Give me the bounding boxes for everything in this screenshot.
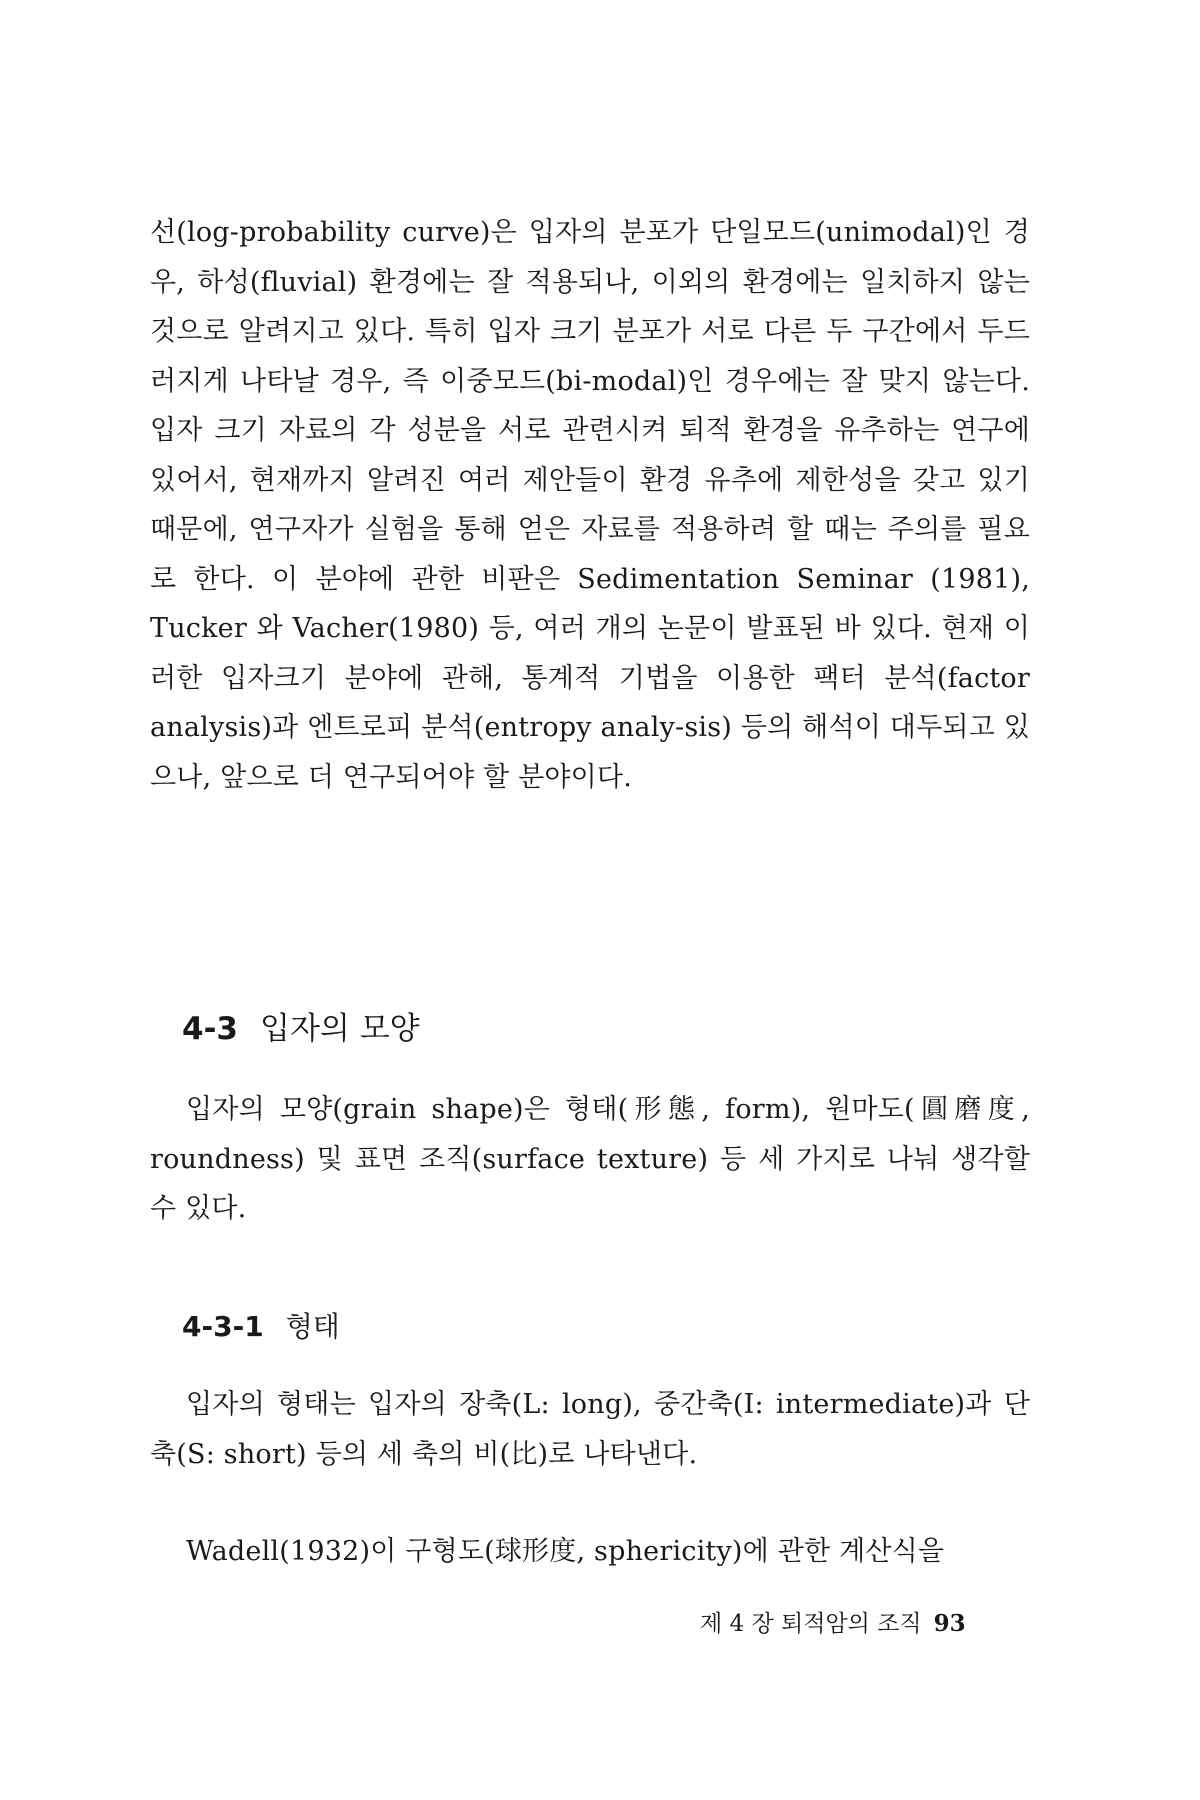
subsection-title: 형태 [285, 1310, 340, 1343]
subsection-heading [182, 1305, 340, 1345]
body-paragraph-3: 입자의 형태는 입자의 장축(L: long), 중간축(I: intermediate)과 단축(S: short) 등의 세 축의 비(比)로 나타낸다. [150, 1389, 1030, 1470]
footer-chapter: 제 4 장 퇴적암의 조직 [700, 1611, 922, 1637]
page-footer [700, 1605, 1030, 1638]
body-paragraph-1: 선(log-probability curve)은 입자의 분포가 단일모드(unimodal)인 경우, 하성(fluvial) 환경에는 잘 적용되나, 이외의 환경에는 일치하지 않는 것으로 알려지고 있다. 특히 입자 크기 분포가 서로 다른 두 구간에서 두드러지게 나타날 경우, 즉 이중모드(bi-modal)인 경우에는 잘 맞지 않는다. 입자 크기 자료의 각 성분을 서로 관련시켜 퇴적 환경을 유추하는 연구에 있어서, 현재까지 알려진 여러 제안들이 환경 유추에 제한성을 갖고 있기 때문에, 연구자가 실험을 통해 얻은 자료를 적용하려 할 때는 주의를 필요로 한다. 이 분야에 관한 비판은 Sedimentation Seminar (1981), Tucker 와 Vacher(1980) 등, 여러 개의 논문이 발표된 바 있다. 현재 이러한 입자크기 분야에 관해, 통계적 기법을 이용한 팩터 분석(factor analysis)과 엔트로피 분석(entropy analy-sis) 등의 해석이 대두되고 있으나, 앞으로 더 연구되어야 할 분야이다. [150, 217, 1030, 793]
section-number: 4-3 [182, 1011, 239, 1047]
body-paragraph-4: Wadell(1932)이 구형도(球形度, sphericity)에 관한 계산식을 [186, 1536, 945, 1567]
page-number: 93 [933, 1610, 966, 1637]
section-heading [182, 1003, 420, 1048]
body-paragraph-2: 입자의 모양(grain shape)은 형태(形態, form), 원마도(圓磨度, roundness) 및 표면 조직(surface texture) 등 세 가지로 나눠 생각할 수 있다. [150, 1094, 1030, 1224]
section-title: 입자의 모양 [260, 1011, 420, 1047]
subsection-number: 4-3-1 [182, 1310, 264, 1343]
